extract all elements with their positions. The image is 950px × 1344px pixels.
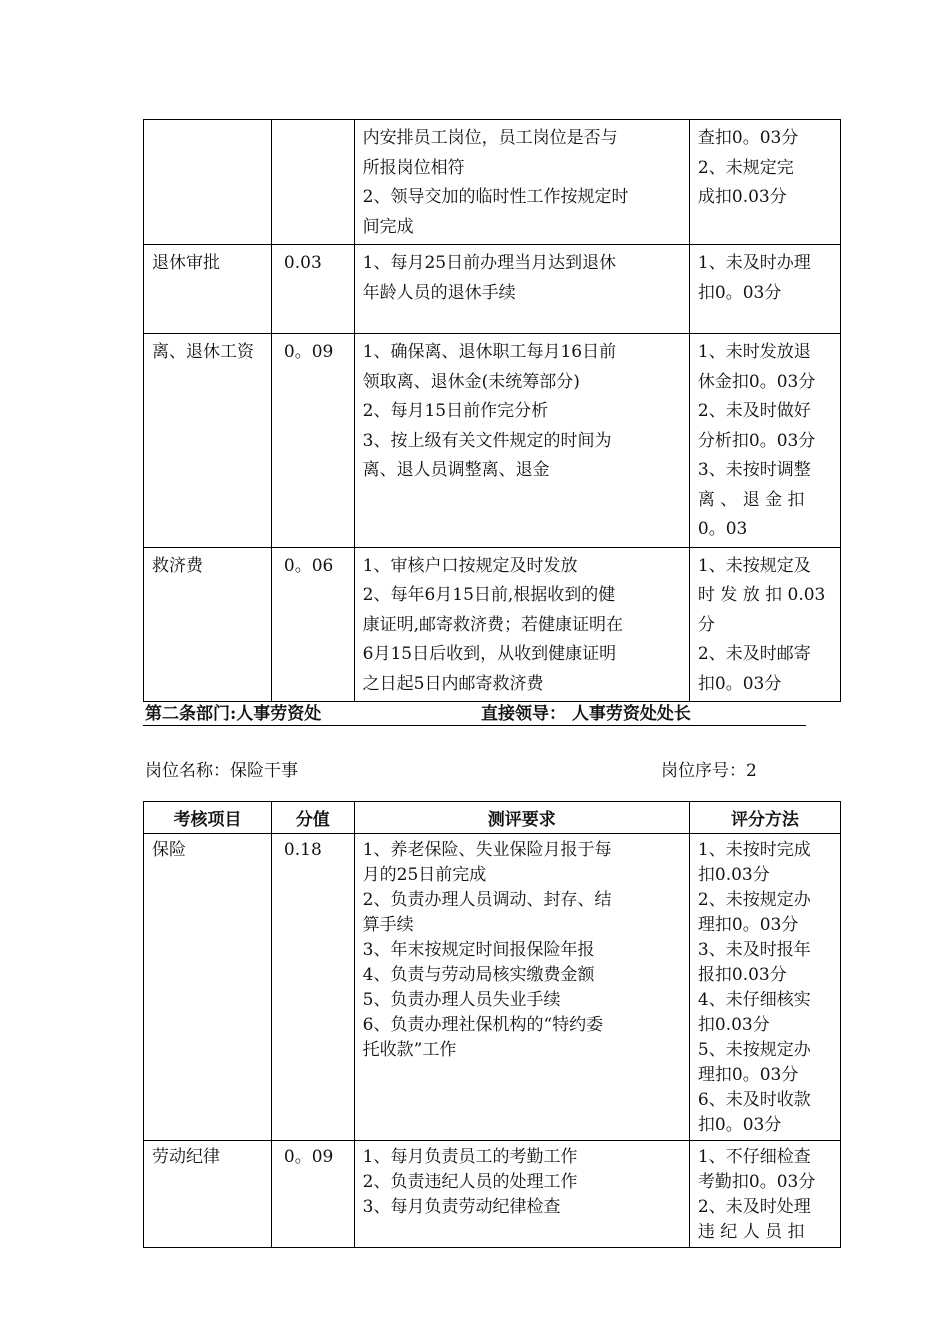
- requirement-line: 领取离、退休金(未统筹部分): [362, 371, 580, 392]
- method-line: 1、未按时完成: [697, 840, 811, 860]
- cell-requirement: [354, 834, 689, 1141]
- cell-method: [689, 834, 840, 1141]
- requirement-line: 2、负责违纪人员的处理工作: [362, 1172, 578, 1192]
- cell-score: 0。09: [271, 1141, 354, 1248]
- requirement-line: 托收款”工作: [362, 1040, 457, 1060]
- requirement-line: 6、负责办理社保机构的“特约委: [362, 1015, 604, 1035]
- cell-item: 劳动纪律: [144, 1141, 272, 1248]
- method-line: 扣0.03分: [697, 1015, 770, 1035]
- leader-label: 直接领导： 人事劳资处处长: [481, 704, 691, 724]
- cell-method: [689, 1141, 840, 1248]
- method-line: 2、未规定完: [697, 157, 794, 178]
- cell-score: 0。09: [271, 334, 354, 548]
- header-method: 评分方法: [689, 802, 840, 834]
- header-item: 考核项目: [144, 802, 272, 834]
- requirement-line: 所报岗位相符: [362, 157, 465, 178]
- requirement-line: 1、每月25日前办理当月达到退休: [362, 253, 617, 273]
- cell-item: 救济费: [144, 547, 272, 702]
- cell-requirement: [354, 1141, 689, 1248]
- table-row: [144, 120, 841, 245]
- method-line: 分析扣0。03分: [697, 430, 816, 451]
- requirement-line: 2、每年6月15日前,根据收到的健: [362, 585, 616, 605]
- requirement-line: 1、确保离、退休职工每月16日前: [362, 342, 617, 362]
- requirement-line: 5、负责办理人员失业手续: [362, 990, 561, 1010]
- post-name-label: 岗位名称：保险干事: [145, 761, 298, 781]
- requirement-line: 2、负责办理人员调动、封存、结: [362, 890, 612, 910]
- requirement-line: 离、退人员调整离、退金: [362, 460, 550, 480]
- post-number-label: 岗位序号：2: [661, 761, 757, 781]
- method-line: 3、未按时调整: [697, 460, 811, 480]
- requirement-line: 内安排员工岗位，员工岗位是否与: [362, 128, 618, 148]
- cell-item: [144, 120, 272, 245]
- requirement-line: 4、负责与劳动局核实缴费金额: [362, 965, 595, 985]
- section-header: [143, 697, 806, 726]
- cell-requirement: [354, 245, 689, 334]
- method-line: 扣0.03分: [697, 865, 770, 885]
- method-line: 离 、 退 金 扣: [697, 489, 805, 510]
- method-line: 5、未按规定办: [697, 1040, 811, 1060]
- method-line: 违 纪 人 员 扣: [697, 1222, 805, 1242]
- cell-item: 退休审批: [144, 245, 272, 334]
- method-line: 扣0。03分: [697, 1115, 782, 1135]
- cell-requirement: [354, 120, 689, 245]
- cell-score: [271, 120, 354, 245]
- assessment-table: [143, 801, 841, 1248]
- table-row: [144, 834, 841, 1141]
- department-label: 第二条部门:人事劳资处: [145, 704, 322, 724]
- table-header-row: [144, 802, 841, 834]
- cell-score: 0。06: [271, 547, 354, 702]
- requirement-line: 6月15日后收到，从收到健康证明: [362, 644, 617, 664]
- method-line: 0。03: [697, 519, 748, 539]
- requirement-line: 3、年末按规定时间报保险年报: [362, 940, 595, 960]
- cell-method: [689, 547, 840, 702]
- table-row: [144, 245, 841, 334]
- cell-method: [689, 120, 840, 245]
- requirement-line: 月的25日前完成: [362, 865, 487, 885]
- table-row: [144, 334, 841, 548]
- method-line: 扣0。03分: [697, 673, 782, 694]
- requirement-line: 2、领导交加的临时性工作按规定时: [362, 187, 629, 207]
- requirement-line: 3、按上级有关文件规定的时间为: [362, 430, 612, 451]
- method-line: 扣0。03分: [697, 282, 782, 303]
- method-line: 2、未及时邮寄: [697, 644, 811, 664]
- requirement-line: 之日起5日内邮寄救济费: [362, 673, 544, 694]
- method-line: 1、未按规定及: [697, 555, 811, 576]
- method-line: 3、未及时报年: [697, 940, 811, 960]
- cell-method: [689, 245, 840, 334]
- assessment-table-continued: [143, 119, 841, 702]
- cell-score: 0.03: [271, 245, 354, 334]
- method-line: 2、未按规定办: [697, 890, 811, 910]
- cell-item: 保险: [144, 834, 272, 1141]
- method-line: 时 发 放 扣 0.03: [697, 585, 826, 605]
- method-line: 1、未时发放退: [697, 342, 811, 362]
- table-row: [144, 547, 841, 702]
- method-line: 休金扣0。03分: [697, 371, 816, 392]
- cell-requirement: [354, 334, 689, 548]
- cell-item: 离、退休工资: [144, 334, 272, 548]
- method-line: 4、未仔细核实: [697, 990, 811, 1010]
- requirement-line: 年龄人员的退休手续: [362, 282, 516, 303]
- method-line: 2、未及时做好: [697, 401, 811, 421]
- method-line: 6、未及时收款: [697, 1090, 811, 1110]
- method-line: 1、不仔细检查: [697, 1147, 811, 1167]
- method-line: 理扣0。03分: [697, 915, 799, 935]
- requirement-line: 间完成: [362, 216, 414, 237]
- method-line: 分: [697, 614, 715, 635]
- method-line: 成扣0.03分: [697, 187, 787, 207]
- requirement-line: 1、养老保险、失业保险月报于每: [362, 840, 612, 860]
- method-line: 考勤扣0。03分: [697, 1172, 816, 1192]
- method-line: 理扣0。03分: [697, 1065, 799, 1085]
- method-line: 2、未及时处理: [697, 1197, 811, 1217]
- method-line: 1、未及时办理: [697, 253, 811, 273]
- header-requirement: 测评要求: [354, 802, 689, 834]
- requirement-line: 1、每月负责员工的考勤工作: [362, 1147, 578, 1167]
- cell-requirement: [354, 547, 689, 702]
- method-line: 报扣0.03分: [697, 965, 787, 985]
- table-row: [144, 1141, 841, 1248]
- header-score: 分值: [271, 802, 354, 834]
- cell-method: [689, 334, 840, 548]
- cell-score: 0.18: [271, 834, 354, 1141]
- requirement-line: 1、审核户口按规定及时发放: [362, 555, 578, 576]
- requirement-line: 算手续: [362, 915, 414, 935]
- requirement-line: 康证明,邮寄救济费；若健康证明在: [362, 614, 624, 635]
- method-line: 查扣0。03分: [697, 128, 799, 148]
- requirement-line: 2、每月15日前作完分析: [362, 401, 549, 421]
- requirement-line: 3、每月负责劳动纪律检查: [362, 1197, 561, 1217]
